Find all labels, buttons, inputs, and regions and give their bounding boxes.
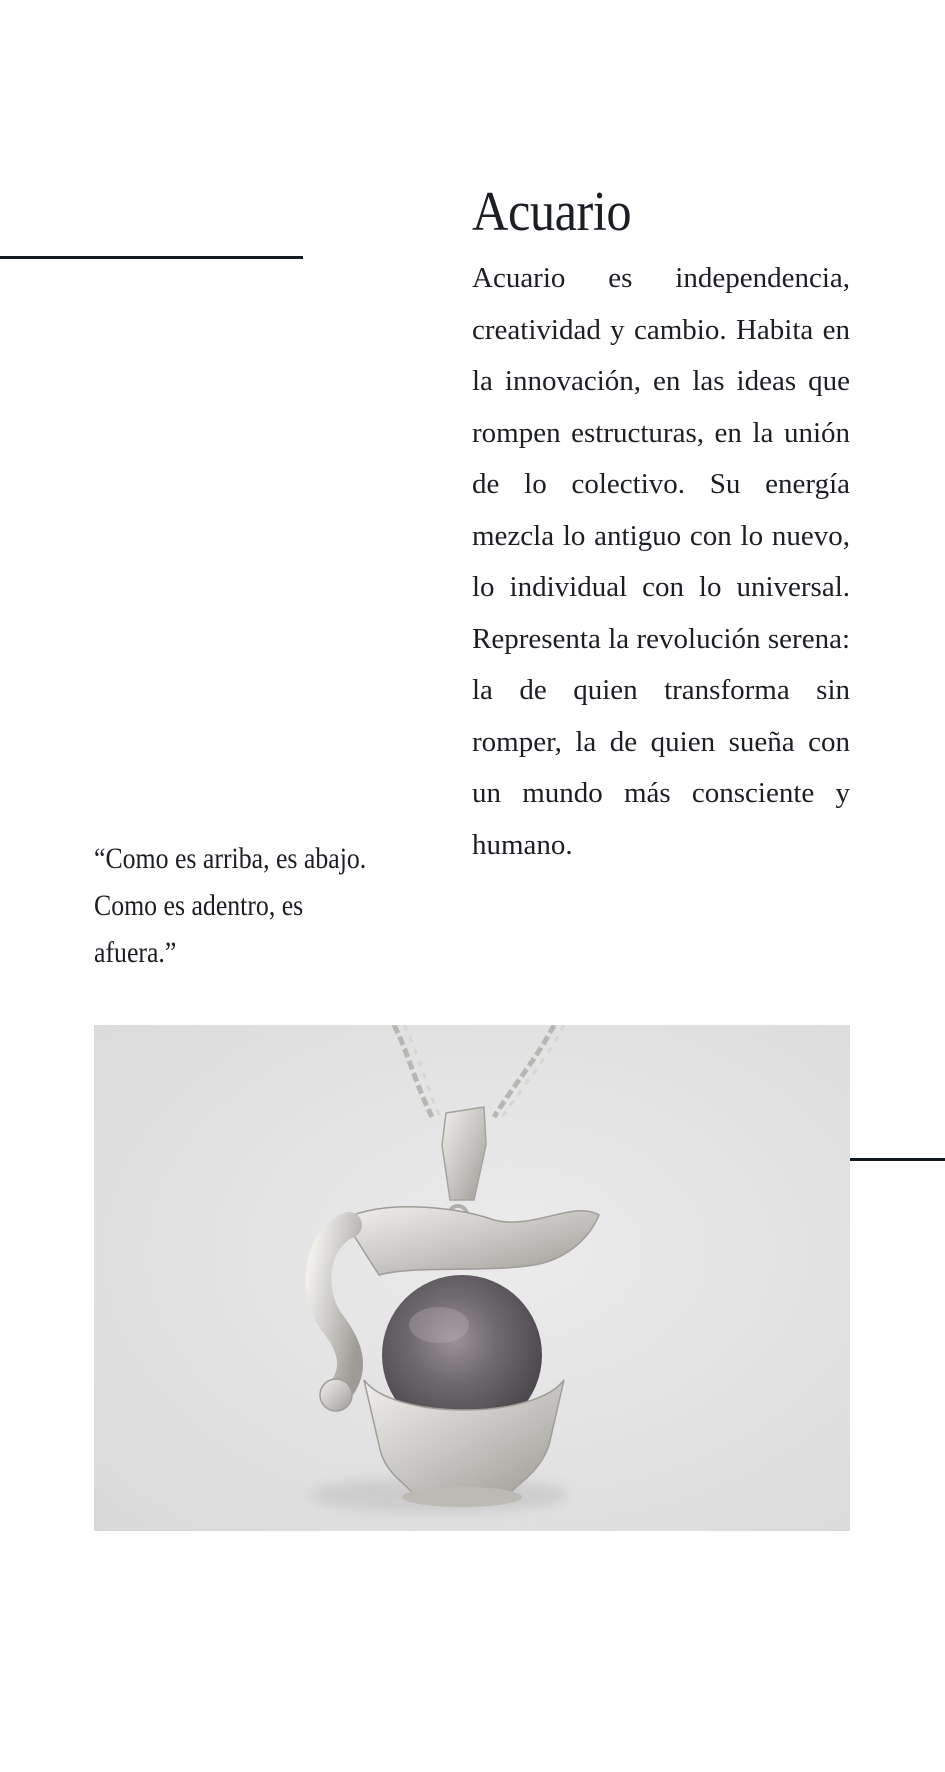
chain-icon: [394, 1025, 564, 1117]
page-title: Acuario: [472, 181, 632, 243]
pendant-photo: [94, 1025, 850, 1531]
pull-quote: “Como es arriba, es abajo. Como es adentro, es afuera.”: [94, 842, 367, 969]
decorative-rule-top: [0, 256, 303, 259]
decorative-rule-right: [850, 1158, 945, 1161]
sign-description: Acuario es independencia, creatividad y cambio. Habita en la innovación, en las ideas que rompen estructuras, en la unión de lo colectivo. Su energía mezcla lo antiguo con lo nuevo, lo individual con lo universal. Representa la revolución serena: la de quien transforma sin romper, la de quien sueña con un mundo más consciente y humano.: [472, 262, 850, 861]
pendant-illustration: [94, 1025, 850, 1531]
